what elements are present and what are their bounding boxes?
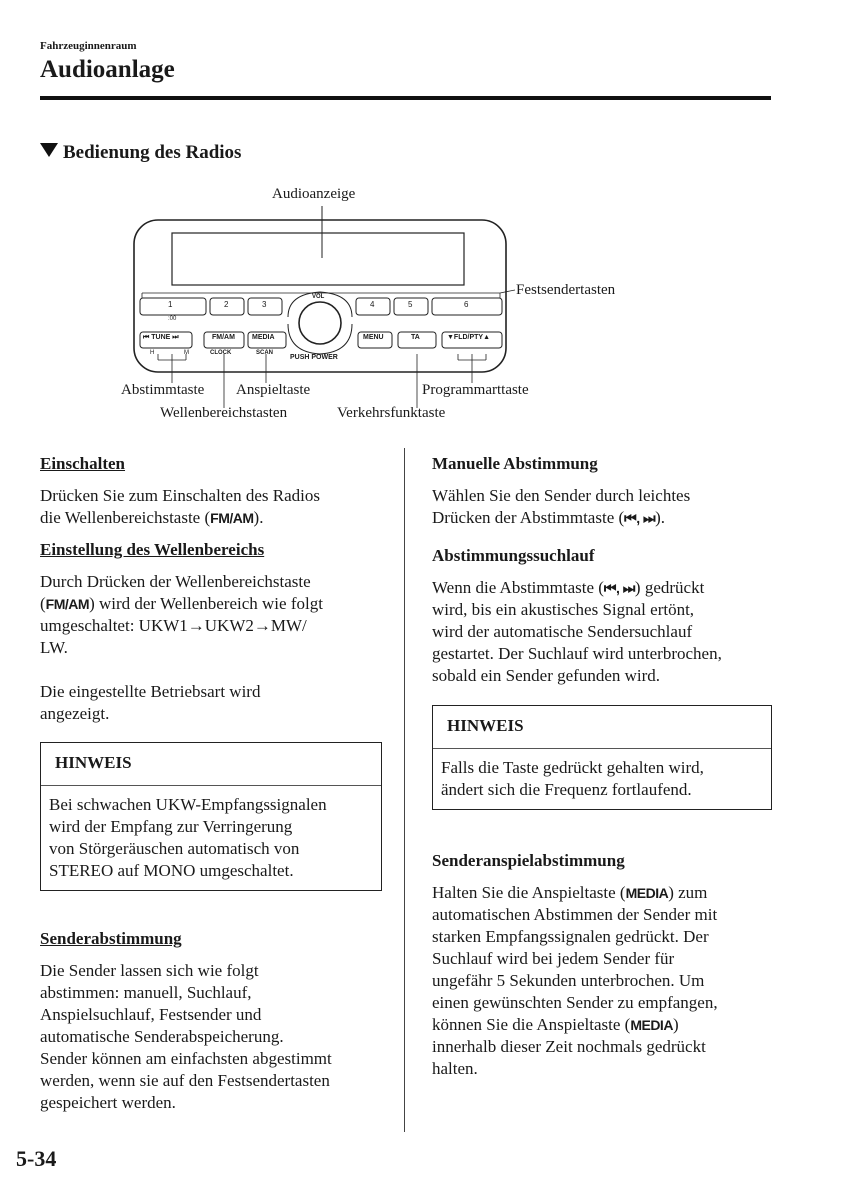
label-festsendertasten: Festsendertasten (516, 282, 616, 298)
left-column (40, 453, 390, 725)
such-line-2: wird, bis ein akustisches Signal ertönt, (432, 600, 695, 619)
anspiel-line-6: einen gewünschten Sender zu empfangen, (432, 993, 718, 1012)
label-abstimmtaste: Abstimmtaste (121, 382, 205, 398)
seek-keys: ⏮, ⏭ (624, 510, 656, 526)
preset-1-sublabel: :00 (168, 316, 177, 322)
wellen-line-3: umgeschaltet: UKW1→UKW2→MW/ (40, 616, 307, 635)
column-divider (404, 448, 405, 1132)
heading-wellenbereich: Einstellung des Wellenbereichs (40, 540, 265, 559)
sender-line-3: Anspielsuchlauf, Festsender und (40, 1005, 262, 1024)
anspiel-line-1: Halten Sie die Anspieltaste (MEDIA) zum (432, 883, 708, 902)
wellen-line-2: (FM/AM) wird der Wellenbereich wie folgt (40, 594, 323, 613)
note-body: Falls die Taste gedrückt gehalten wird, ändert sich die Frequenz fortlaufend. (441, 758, 704, 799)
push-power-label: PUSH POWER (290, 354, 338, 361)
menu-label: MENU (363, 334, 384, 341)
scan-label: SCAN (256, 350, 274, 356)
betrieb-line-2: angezeigt. (40, 704, 110, 723)
such-line-5: sobald ein Sender gefunden wird. (432, 666, 661, 685)
label-anspieltaste: Anspieltaste (236, 382, 311, 398)
betrieb-line-1: Die eingestellte Betriebsart wird (40, 682, 261, 701)
right-column (432, 453, 792, 687)
fmam-key: FM/AM (210, 510, 254, 526)
note-heading: HINWEIS (433, 706, 771, 749)
preset-3-label: 3 (262, 300, 267, 309)
triangle-down-icon (40, 143, 58, 157)
anspiel-line-8: innerhalb dieser Zeit nochmals gedrückt (432, 1037, 706, 1056)
such-line-3: wird der automatische Sendersuchlauf (432, 622, 693, 641)
manuell-line-1: Wählen Sie den Sender durch leichtes (432, 486, 691, 505)
left-column-lower (40, 928, 390, 1114)
sender-line-1: Die Sender lassen sich wie folgt (40, 961, 259, 980)
note-body: Bei schwachen UKW-Empfangssignalen wird der Empfang zur Verringerung von Störgeräuschen automatisch von STEREO auf MONO umgeschaltet. (49, 795, 327, 880)
m-label: M (184, 350, 189, 356)
einschalten-line-1: Drücken Sie zum Einschalten des Radios (40, 486, 320, 505)
preset-5-label: 5 (408, 300, 413, 309)
heading-senderabstimmung: Senderabstimmung (40, 929, 182, 948)
h-label: H (150, 350, 155, 356)
preset-6-label: 6 (464, 300, 469, 309)
sender-line-5: Sender können am einfachsten abgestimmt (40, 1049, 332, 1068)
einschalten-line-2: die Wellenbereichstaste (FM/AM). (40, 508, 264, 527)
such-line-1: Wenn die Abstimmtaste (⏮, ⏭) gedrückt (432, 578, 705, 597)
page-title: Audioanlage (40, 56, 175, 83)
wellen-line-1: Durch Drücken der Wellenbereichstaste (40, 572, 311, 591)
page-number: 5-34 (16, 1146, 57, 1171)
sender-line-4: automatische Senderabspeicherung. (40, 1027, 284, 1046)
media-label: MEDIA (252, 334, 275, 341)
title-rule (40, 96, 771, 100)
manuell-line-2: Drücken der Abstimmtaste (⏮, ⏭). (432, 508, 666, 527)
sender-line-6: werden, wenn sie auf den Festsendertasten (40, 1071, 330, 1090)
audio-display (172, 233, 464, 285)
sender-line-2: abstimmen: manuell, Suchlauf, (40, 983, 252, 1002)
anspiel-line-9: halten. (432, 1059, 478, 1078)
anspiel-line-4: Suchlauf wird bei jedem Sender für (432, 949, 675, 968)
note-heading: HINWEIS (41, 743, 381, 786)
clock-label: CLOCK (210, 350, 232, 356)
anspiel-line-3: starken Empfangssignalen gedrückt. Der (432, 927, 709, 946)
such-line-4: gestartet. Der Suchlauf wird unterbrochen, (432, 644, 722, 663)
ta-label: TA (411, 334, 420, 341)
vol-label: VOL (312, 294, 325, 300)
volume-knob (299, 302, 341, 344)
subheading-text: Bedienung des Radios (63, 142, 242, 163)
anspiel-line-2: automatischen Abstimmen der Sender mit (432, 905, 718, 924)
section-label: Fahrzeuginnenraum (40, 40, 137, 52)
label-wellenbereichstasten: Wellenbereichstasten (160, 405, 288, 421)
radio-diagram (120, 178, 616, 428)
fmam-key: FM/AM (45, 596, 90, 612)
note-box-left (40, 742, 382, 891)
wellen-line-4: LW. (40, 638, 68, 657)
tune-label: ⏮ TUNE ⏭ (143, 334, 179, 341)
preset-2-label: 2 (224, 300, 229, 309)
heading-einschalten: Einschalten (40, 454, 126, 473)
label-audioanzeige: Audioanzeige (272, 186, 356, 202)
preset-1-button (140, 298, 206, 315)
media-key: MEDIA (630, 1017, 673, 1033)
label-verkehrsfunktaste: Verkehrsfunktaste (337, 405, 446, 421)
heading-manuelle-abstimmung: Manuelle Abstimmung (432, 454, 598, 473)
note-box-right (432, 705, 772, 810)
anspiel-line-5: ungefähr 5 Sekunden unterbrochen. Um (432, 971, 705, 990)
seek-keys: ⏮, ⏭ (603, 580, 635, 596)
preset-1-label: 1 (168, 300, 173, 309)
label-programmarttaste: Programmarttaste (422, 382, 529, 398)
heading-suchlauf: Abstimmungssuchlauf (432, 546, 595, 565)
preset-4-label: 4 (370, 300, 375, 309)
anspiel-line-7: können Sie die Anspieltaste (MEDIA) (432, 1015, 679, 1034)
subheading (40, 142, 241, 164)
right-column-lower (432, 850, 792, 1080)
fmam-label: FM/AM (212, 334, 235, 341)
heading-senderanspiel: Senderanspielabstimmung (432, 851, 625, 870)
sender-line-7: gespeichert werden. (40, 1093, 176, 1112)
fldpty-label: ▼FLD/PTY▲ (447, 334, 491, 341)
media-key: MEDIA (625, 885, 669, 901)
